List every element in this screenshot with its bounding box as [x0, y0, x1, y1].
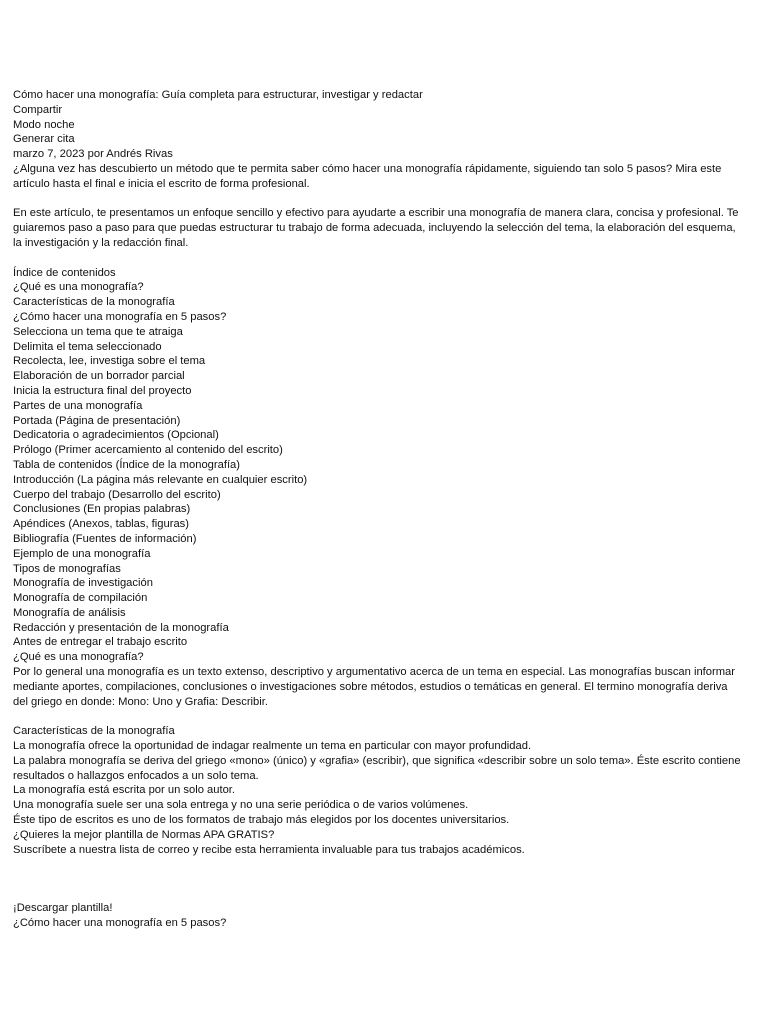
share-link[interactable]: Compartir [13, 103, 63, 116]
toc-item[interactable]: Monografía de análisis [13, 606, 126, 619]
toc-item[interactable]: Conclusiones (En propias palabras) [13, 503, 191, 516]
toc-item[interactable]: ¿Cómo hacer una monografía en 5 pasos? [13, 310, 227, 323]
section-heading-steps: ¿Cómo hacer una monografía en 5 pasos? [13, 917, 227, 930]
article-title: Cómo hacer una monografía: Guía completa para estructurar, investigar y redactar [13, 89, 423, 101]
toc-item[interactable]: Elaboración de un borrador parcial [13, 370, 185, 383]
feature-line: Éste tipo de escritos es uno de los formatos de trabajo más elegidos por los docentes universitarios. [13, 814, 510, 827]
toc-item[interactable]: Delimita el tema seleccionado [13, 340, 162, 353]
section-heading-what-is: ¿Qué es una monografía? [13, 651, 144, 664]
feature-line: La palabra monografía se deriva del griego «mono» (único) y «grafia» (escribir), que significa «describir sobre un solo tema». Éste escrito contiene resultados o hallazgos enfocados a un solo tema. [13, 754, 741, 782]
promo-question: ¿Quieres la mejor plantilla de Normas APA GRATIS? [13, 828, 275, 841]
spacer [13, 251, 743, 266]
document-body [13, 88, 743, 931]
toc-item[interactable]: Prólogo (Primer acercamiento al contenido del escrito) [13, 444, 283, 457]
feature-line: La monografía ofrece la oportunidad de indagar realmente un tema en particular con mayor profundidad. [13, 740, 532, 753]
spacer [13, 192, 743, 207]
toc-item[interactable]: Apéndices (Anexos, tablas, figuras) [13, 518, 189, 531]
toc-item[interactable]: Portada (Página de presentación) [13, 414, 181, 427]
toc-item[interactable]: Tabla de contenidos (Índice de la monografía) [13, 458, 240, 471]
toc-item[interactable]: Monografía de compilación [13, 592, 148, 605]
toc-item[interactable]: Antes de entregar el trabajo escrito [13, 636, 188, 649]
toc-item[interactable]: Inicia la estructura final del proyecto [13, 384, 192, 397]
night-mode-toggle[interactable]: Modo noche [13, 118, 75, 131]
toc-item[interactable]: Recolecta, lee, investiga sobre el tema [13, 355, 206, 368]
toc-item[interactable]: Selecciona un tema que te atraiga [13, 325, 183, 338]
section-heading-features: Características de la monografía [13, 725, 175, 738]
what-is-paragraph: Por lo general una monografía es un texto extenso, descriptivo y argumentativo acerca de un tema en especial. Las monografías buscan informar mediante aportes, compilaciones, conclusiones o investigaciones sobre métodos, estudios o temáticas en general. El termino monografía deriva del griego en donde: Mono: Uno y Grafia: Describir. [13, 666, 736, 708]
toc-item[interactable]: Dedicatoria o agradecimientos (Opcional) [13, 429, 219, 442]
toc-item[interactable]: Tipos de monografías [13, 562, 121, 575]
intro-paragraph-1: ¿Alguna vez has descubierto un método que te permita saber cómo hacer una monografía rápidamente, siguiendo tan solo 5 pasos? Mira este artículo hasta el final e inicia el escrito de forma profesional. [13, 162, 722, 190]
spacer [13, 709, 743, 724]
promo-text: Suscríbete a nuestra lista de correo y recibe esta herramienta invaluable para tus trabajos académicos. [13, 843, 525, 856]
toc-item[interactable]: ¿Qué es una monografía? [13, 281, 144, 294]
toc-item[interactable]: Bibliografía (Fuentes de información) [13, 532, 197, 545]
date-author: marzo 7, 2023 por Andrés Rivas [13, 148, 173, 161]
toc-item[interactable]: Características de la monografía [13, 296, 175, 309]
toc-item[interactable]: Ejemplo de una monografía [13, 547, 151, 560]
intro-paragraph-2: En este artículo, te presentamos un enfoque sencillo y efectivo para ayudarte a escribir una monografía de manera clara, concisa y profesional. Te guiaremos paso a paso para que puedas estructurar tu trabajo de forma adecuada, incluyendo la selección del tema, la elaboración del esquema, la investigación y la redacción final. [13, 207, 739, 249]
feature-line: Una monografía suele ser una sola entrega y no una serie periódica o de varios volúmenes. [13, 799, 469, 812]
toc-heading: Índice de contenidos [13, 266, 116, 279]
toc-item[interactable]: Cuerpo del trabajo (Desarrollo del escrito) [13, 488, 221, 501]
spacer [13, 857, 743, 901]
toc-item[interactable]: Partes de una monografía [13, 399, 143, 412]
toc-item[interactable]: Introducción (La página más relevante en cualquier escrito) [13, 473, 308, 486]
feature-line: La monografía está escrita por un solo autor. [13, 784, 236, 797]
toc-item[interactable]: Redacción y presentación de la monografía [13, 621, 229, 634]
generate-citation-link[interactable]: Generar cita [13, 133, 75, 146]
download-template-button[interactable]: ¡Descargar plantilla! [13, 902, 113, 915]
toc-item[interactable]: Monografía de investigación [13, 577, 153, 590]
toc-list [13, 280, 743, 650]
